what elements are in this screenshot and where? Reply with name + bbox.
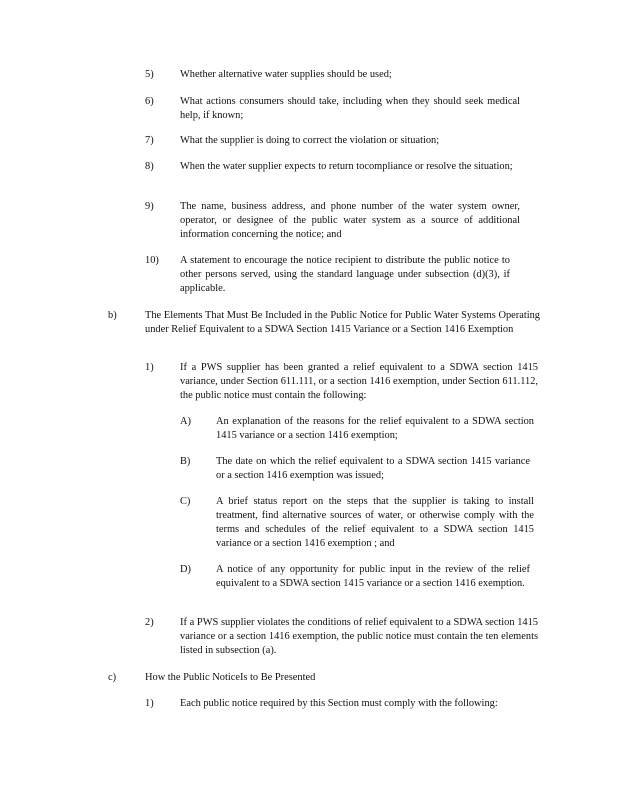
item-number: D): [180, 564, 191, 575]
item-text: If a PWS supplier violates the conditions of relief equivalent to a SDWA section 1415 variance or a section 1416 exemption, the public notice must contain the ten elements listed in subsection (a).: [180, 617, 538, 656]
item-text: A statement to encourage the notice recipient to distribute the public notice to other persons served, using the standard language under subsection (d)(3), if applicable.: [180, 255, 510, 294]
item-text: When the water supplier expects to return tocompliance or resolve the situation;: [180, 161, 513, 172]
item-text: Each public notice required by this Section must comply with the following:: [180, 698, 498, 709]
item-number: 1): [145, 362, 154, 373]
item-number: C): [180, 496, 191, 507]
item-text: Whether alternative water supplies should be used;: [180, 69, 392, 80]
item-text: A brief status report on the steps that the supplier is taking to install treatment, find alternative sources of water, or otherwise comply with the terms and schedules of the relief equivalent to a SDWA section 1415 variance or a section 1416 exemption ; and: [216, 496, 534, 549]
item-number: 5): [145, 69, 154, 80]
item-number: c): [108, 672, 117, 683]
item-text: The date on which the relief equivalent to a SDWA section 1415 variance or a section 1416 exemption was issued;: [216, 456, 530, 481]
item-text: How the Public NoticeIs to Be Presented: [145, 672, 316, 683]
item-text: What the supplier is doing to correct the violation or situation;: [180, 135, 440, 146]
item-text: The Elements That Must Be Included in the Public Notice for Public Water Systems Operating under Relief Equivalent to a SDWA Section 1415 Variance or a Section 1416 Exemption: [145, 310, 540, 335]
item-number: 7): [145, 135, 154, 146]
item-number: 2): [145, 617, 154, 628]
item-text: What actions consumers should take, including when they should seek medical help, if known;: [180, 96, 520, 121]
item-number: 6): [145, 96, 154, 107]
item-number: b): [108, 310, 117, 321]
item-text: An explanation of the reasons for the relief equivalent to a SDWA section 1415 variance or a section 1416 exemption;: [216, 416, 534, 441]
item-text: If a PWS supplier has been granted a relief equivalent to a SDWA section 1415 variance, under Section 611.111, or a section 1416 exemption, under Section 611.112, the public notice must contain the following:: [180, 362, 538, 401]
item-number: 9): [145, 201, 154, 212]
item-number: 10): [145, 255, 159, 266]
item-text: The name, business address, and phone number of the water system owner, operator, or designee of the public water system as a source of additional information concerning the notice; and: [180, 201, 520, 240]
item-text: A notice of any opportunity for public input in the review of the relief equivalent to a SDWA section 1415 variance or a section 1416 exemption.: [216, 564, 530, 589]
item-number: B): [180, 456, 191, 467]
item-number: 8): [145, 161, 154, 172]
item-number: A): [180, 416, 191, 427]
item-number: 1): [145, 698, 154, 709]
